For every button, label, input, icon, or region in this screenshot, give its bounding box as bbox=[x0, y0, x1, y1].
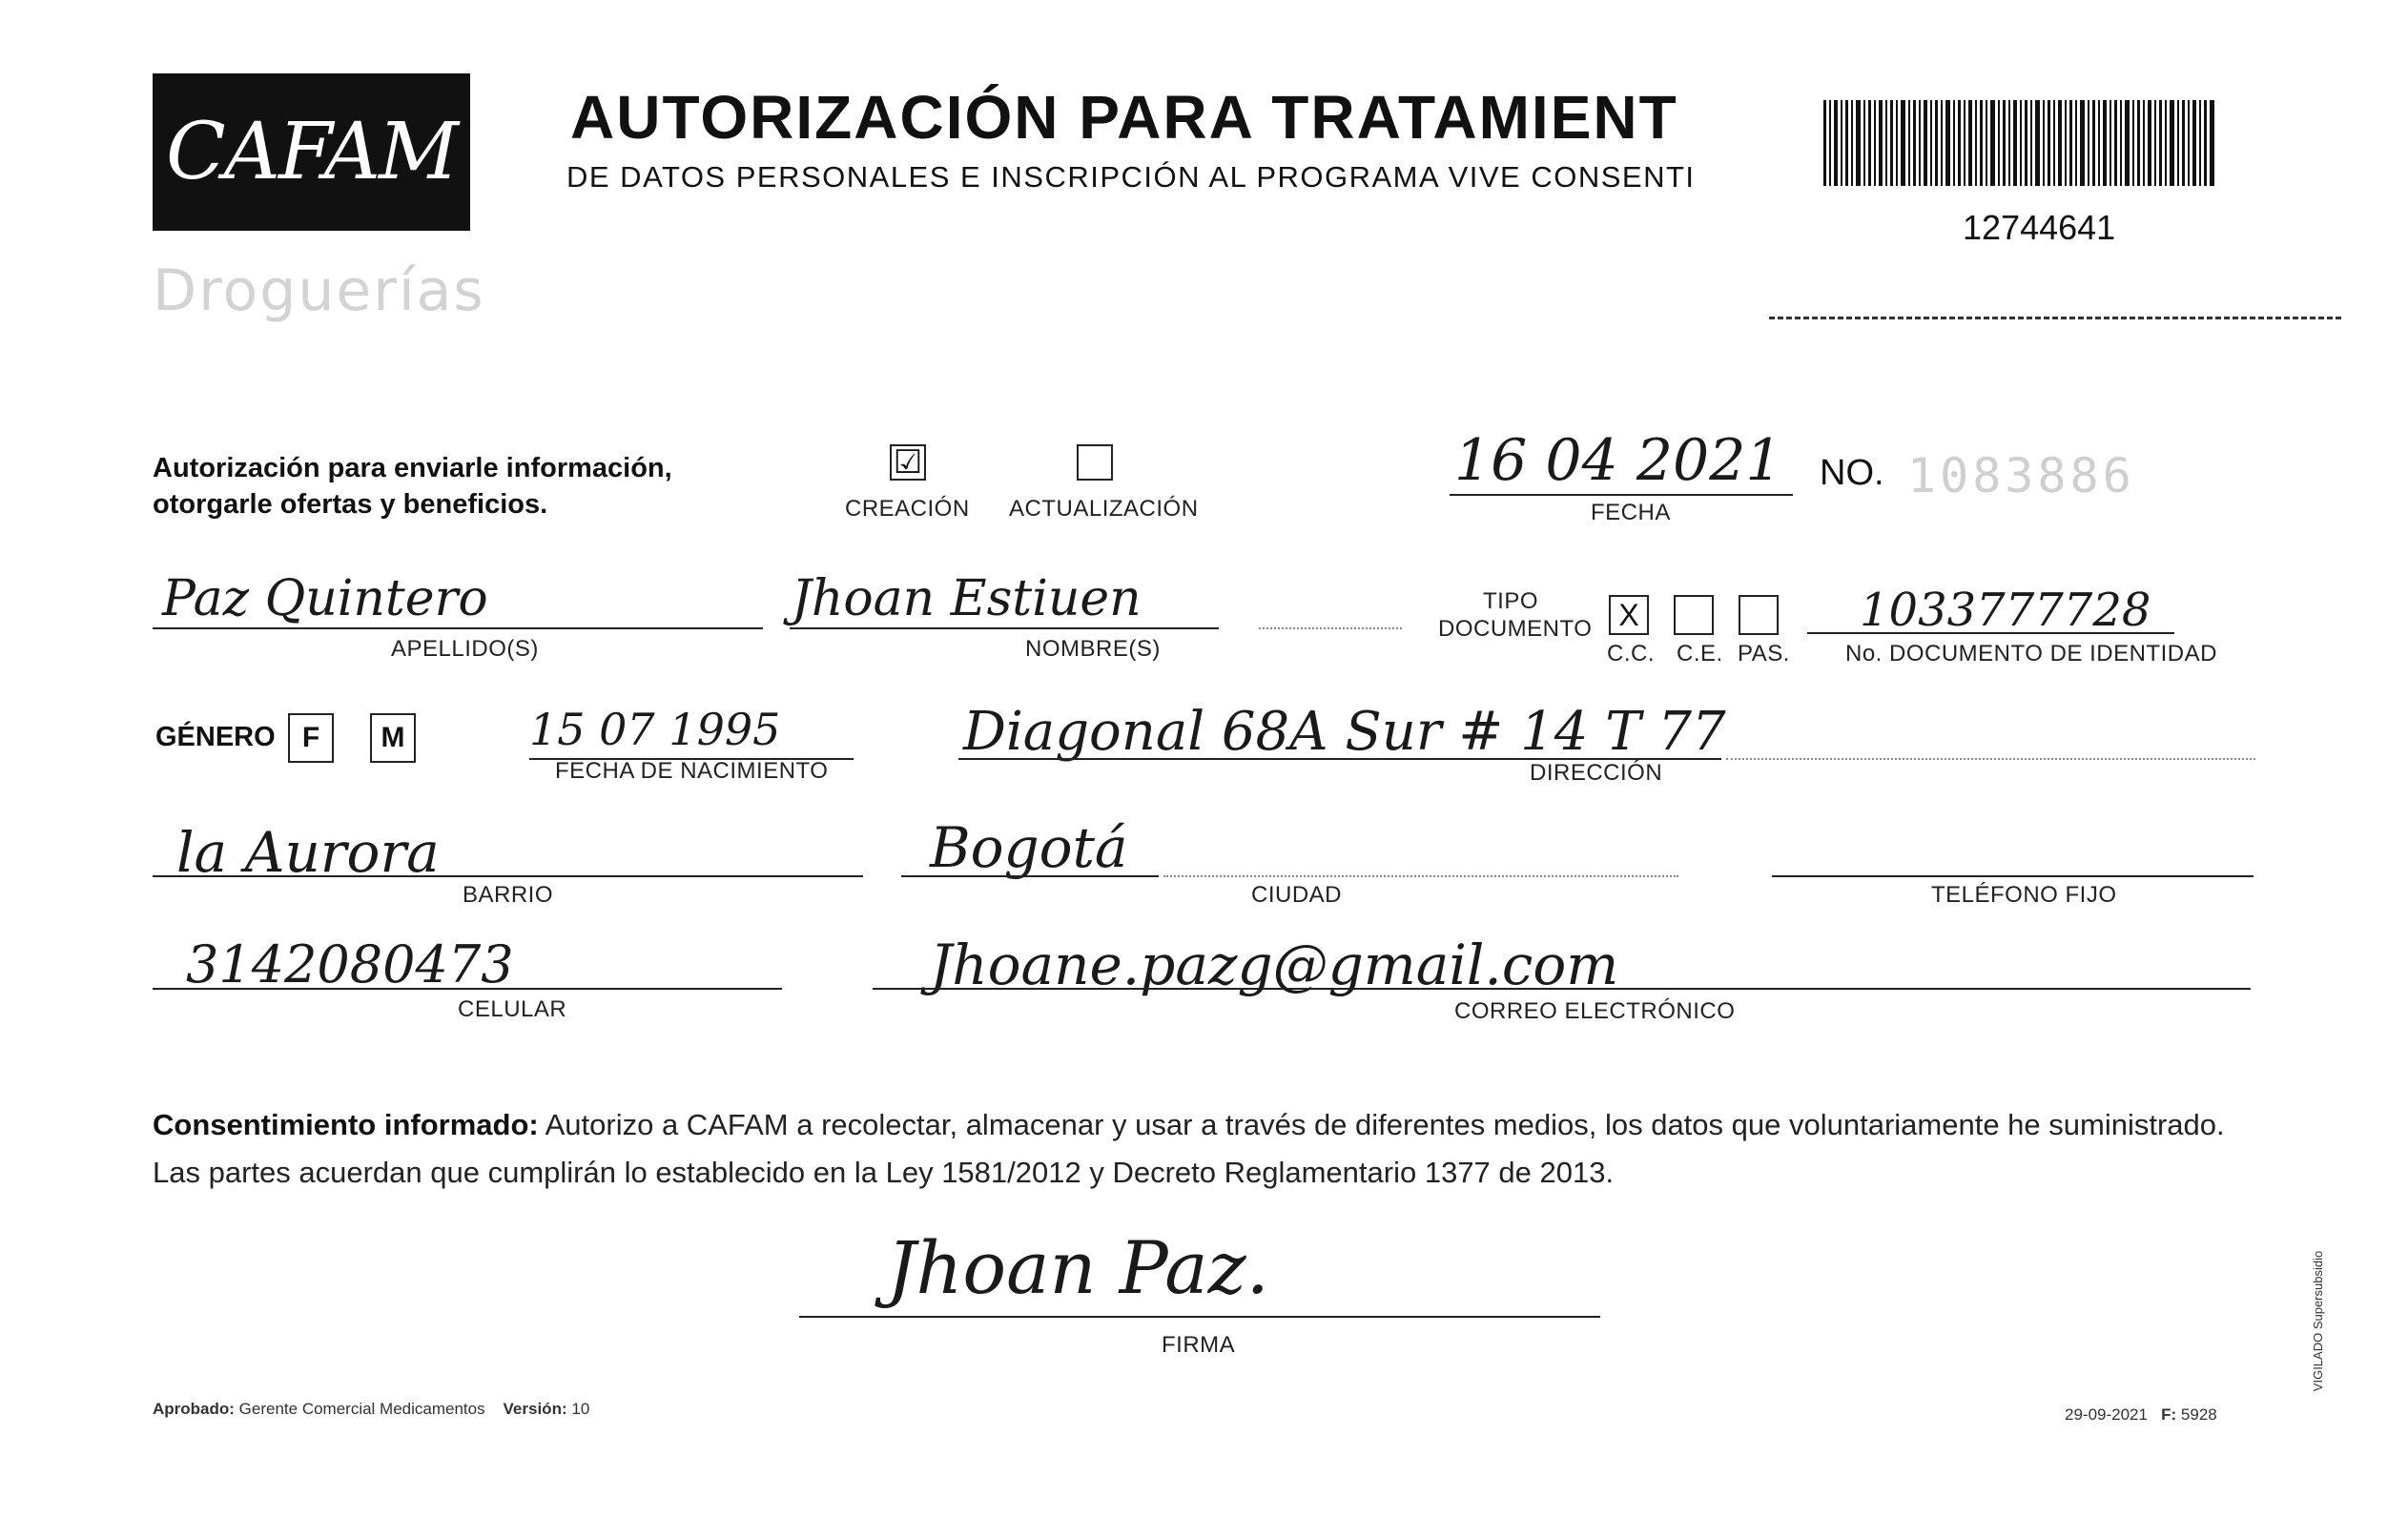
nombres-value: Jhoan Estiuen bbox=[792, 570, 1142, 627]
tipo-label: TIPO bbox=[1483, 588, 1539, 614]
apellidos-value: Paz Quintero bbox=[162, 570, 488, 627]
direccion-value: Diagonal 68A Sur # 14 T 77 bbox=[963, 701, 1726, 763]
firma-label: FIRMA bbox=[1162, 1332, 1236, 1358]
consent-bold: Consentimiento informado: bbox=[153, 1108, 539, 1141]
ce-checkbox[interactable] bbox=[1674, 595, 1714, 635]
logo-subtitle: Droguerías bbox=[153, 257, 485, 324]
apellidos-label: APELLIDO(S) bbox=[391, 636, 539, 662]
barrio-line bbox=[153, 875, 863, 877]
form-title: AUTORIZACIÓN PARA TRATAMIENT bbox=[570, 83, 1678, 152]
fecha-line bbox=[1450, 494, 1793, 496]
fecha-value: 16 04 2021 bbox=[1454, 427, 1782, 494]
documento-label: DOCUMENTO bbox=[1438, 616, 1593, 642]
direccion-dotline bbox=[1726, 758, 2255, 760]
footer-left bbox=[153, 1400, 589, 1419]
documento-id-label: No. DOCUMENTO DE IDENTIDAD bbox=[1845, 641, 2217, 666]
consent-text: Autorizo a CAFAM a recolectar, almacenar y usar a través de diferentes medios, los datos que voluntariamente he suministrado. Las partes acuerdan que cumplirán lo establecido en la Ley 1581/2012 y Decreto Reglamentario 1377 de 2013. bbox=[153, 1108, 2225, 1189]
actualizacion-checkbox[interactable] bbox=[1077, 444, 1113, 481]
genero-m-label: M bbox=[381, 722, 405, 753]
apellidos-line bbox=[153, 627, 763, 629]
firma-line bbox=[799, 1316, 1600, 1318]
documento-value: 1033777728 bbox=[1860, 584, 2151, 637]
nombres-dotline bbox=[1259, 627, 1402, 629]
nacimiento-label: FECHA DE NACIMIENTO bbox=[555, 758, 829, 784]
ciudad-label: CIUDAD bbox=[1251, 882, 1343, 908]
ciudad-value: Bogotá bbox=[930, 815, 1128, 880]
side-text: VIGILADO Supersubsidio bbox=[2311, 1250, 2325, 1392]
pas-label: PAS. bbox=[1738, 641, 1790, 666]
intro-line-2: otorgarle ofertas y beneficios. bbox=[153, 489, 548, 520]
nombres-line bbox=[790, 627, 1219, 629]
celular-line bbox=[153, 988, 782, 990]
numero-label: NO. bbox=[1820, 453, 1884, 493]
nacimiento-value: 15 07 1995 bbox=[529, 704, 781, 755]
pas-checkbox[interactable] bbox=[1739, 595, 1779, 635]
barcode-number: 12744641 bbox=[1963, 208, 2116, 247]
correo-label: CORREO ELECTRÓNICO bbox=[1454, 998, 1736, 1024]
ce-label: C.E. bbox=[1677, 641, 1723, 666]
creacion-checkbox[interactable] bbox=[890, 444, 926, 481]
logo-text: CAFAM bbox=[166, 107, 457, 197]
genero-m-box[interactable] bbox=[370, 713, 416, 763]
fecha-label: FECHA bbox=[1591, 500, 1671, 525]
firma-value: Jhoan Paz. bbox=[887, 1225, 1269, 1310]
direccion-label: DIRECCIÓN bbox=[1530, 760, 1663, 786]
cafam-logo bbox=[153, 73, 470, 231]
genero-f-box[interactable] bbox=[288, 713, 334, 763]
aprobado-label: Aprobado: bbox=[153, 1400, 235, 1418]
actualizacion-label: ACTUALIZACIÓN bbox=[1009, 496, 1199, 522]
celular-value: 3142080473 bbox=[186, 934, 514, 995]
correo-line bbox=[873, 988, 2251, 990]
dashed-separator bbox=[1769, 317, 2341, 319]
ciudad-dotline bbox=[1163, 875, 1678, 877]
telefono-line[interactable] bbox=[1772, 875, 2254, 877]
barrio-value: la Aurora bbox=[176, 820, 440, 885]
version-label: Versión: bbox=[503, 1400, 567, 1418]
ciudad-line bbox=[901, 875, 1159, 877]
numero-value: 1083886 bbox=[1907, 448, 2135, 503]
footer-right bbox=[2065, 1405, 2217, 1425]
celular-label: CELULAR bbox=[458, 996, 567, 1022]
barcode bbox=[1823, 100, 2214, 186]
creacion-label: CREACIÓN bbox=[845, 496, 970, 522]
vigilado-stamp bbox=[2306, 1223, 2335, 1428]
footer-date: 29-09-2021 bbox=[2065, 1405, 2148, 1424]
form-subtitle: DE DATOS PERSONALES E INSCRIPCIÓN AL PROGRAMA VIVE CONSENTI bbox=[566, 160, 1696, 194]
x-mark-icon: X bbox=[1618, 597, 1639, 632]
cc-checkbox[interactable] bbox=[1609, 595, 1649, 635]
form-value: 5928 bbox=[2180, 1405, 2217, 1424]
genero-label: GÉNERO bbox=[155, 722, 276, 752]
form-label: F: bbox=[2161, 1405, 2177, 1424]
check-mark-icon: ☑ bbox=[893, 444, 923, 481]
genero-f-label: F bbox=[301, 722, 320, 753]
aprobado-value: Gerente Comercial Medicamentos bbox=[238, 1400, 485, 1418]
telefono-label: TELÉFONO FIJO bbox=[1931, 882, 2117, 908]
barrio-label: BARRIO bbox=[463, 882, 554, 908]
correo-value: Jhoane.pazg@gmail.com bbox=[930, 933, 1619, 997]
nombres-label: NOMBRE(S) bbox=[1025, 636, 1161, 662]
consent-paragraph bbox=[153, 1101, 2260, 1197]
version-value: 10 bbox=[571, 1400, 590, 1418]
intro-line-1: Autorización para enviarle información, bbox=[153, 453, 672, 483]
documento-line bbox=[1807, 632, 2174, 634]
cc-label: C.C. bbox=[1607, 641, 1655, 666]
